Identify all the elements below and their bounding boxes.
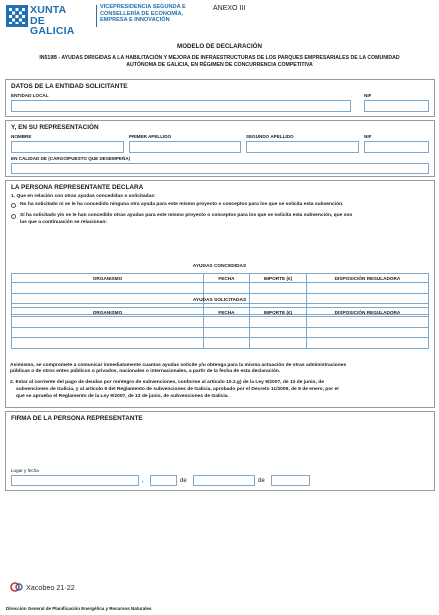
col-importe: IMPORTE (€) xyxy=(250,308,307,317)
table-row[interactable] xyxy=(12,283,429,294)
entidad-local-field[interactable] xyxy=(11,100,351,112)
table-row[interactable] xyxy=(12,338,429,349)
repr-nif-field[interactable] xyxy=(364,141,429,153)
xacobeo-text: Xacobeo 21·22 xyxy=(26,583,75,592)
xunta-logo-line2: DE GALICIA xyxy=(30,14,75,37)
declara-item-2-line-1: 2. Estar al corriente del pago de deudas por reintegro de subvenciones, conforme al artículo 10.2.g) de la Ley 9/2007, de 13 de junio, de xyxy=(10,380,324,385)
asimismo-text-1: Asimismo, se compromete a comunicar inmediatamente cuantas ayudas solicite y/u obtenga para la misma actuación de otras administraciones xyxy=(10,363,347,368)
col-fecha: FECHA xyxy=(204,308,250,317)
lugar-fecha-label: Lugar y fecha xyxy=(11,468,39,473)
col-disposicion: DISPOSICIÓN REGULADORA xyxy=(307,308,429,317)
nombre-field[interactable] xyxy=(11,141,124,153)
entidad-nif-label: NIF xyxy=(364,93,372,98)
dept-line-3: EMPRESA E INNOVACIÓN xyxy=(100,17,170,24)
firma-section xyxy=(5,411,435,491)
option-si-ayudas-text-2: las que a continuación se relacionan: xyxy=(20,220,107,225)
dept-line-1: VICEPRESIDENCIA SEGUNDA E xyxy=(100,4,186,10)
entidad-local-label: ENTIDAD LOCAL xyxy=(11,93,49,98)
header-divider xyxy=(96,5,97,27)
representacion-section-title: Y, EN SU REPRESENTACIÓN xyxy=(11,124,99,131)
ayudas-concedidas-title: AYUDAS CONCEDIDAS xyxy=(192,264,247,269)
xacobeo-swirl-icon xyxy=(10,581,24,593)
segundo-apellido-label: SEGUNDO APELLIDO xyxy=(246,134,294,139)
table-row[interactable] xyxy=(12,317,429,328)
declara-item-1: 1. Que en relación con otras ayudas concedidas o solicitadas: xyxy=(11,194,156,199)
xacobeo-logo xyxy=(10,581,88,593)
declara-item-2-line-2: subvenciones de Galicia, y al artículo 9 del Reglamento de subvenciones de Galicia, aprobado por el Decreto 11/2009, de 8 de enero, por el xyxy=(16,387,339,392)
primer-apellido-field[interactable] xyxy=(129,141,241,153)
declara-item-2-line-3: que se aprueba el Reglamento de la Ley 9/2007, de 13 de junio, de subvenciones de Galicia. xyxy=(16,394,229,399)
comma-separator: , xyxy=(142,478,144,484)
primer-apellido-label: PRIMER APELLIDO xyxy=(129,134,172,139)
col-disposicion: DISPOSICIÓN REGULADORA xyxy=(307,274,429,283)
de-separator-1: de xyxy=(180,478,187,484)
table-header-row xyxy=(12,308,429,317)
table-header-row xyxy=(12,274,429,283)
dept-line-2: CONSELLERÍA DE ECONOMÍA, xyxy=(100,10,184,17)
department-name xyxy=(100,4,212,24)
entidad-section-title: DATOS DE LA ENTIDAD SOLICITANTE xyxy=(11,83,128,90)
option-si-ayudas-text-1: Sí ha solicitado y/o se le han concedido otras ayudas para este mismo proyecto o conceptos para los que se solicita esta subvención, que son xyxy=(20,213,353,218)
col-organismo: ORGANISMO xyxy=(12,274,204,283)
calidad-label: EN CALIDAD DE (CARGO/PUESTO QUE DESEMPEÑA) xyxy=(11,156,131,161)
xunta-logo xyxy=(6,4,92,37)
declara-section-title: LA PERSONA REPRESENTANTE DECLARA xyxy=(11,184,144,191)
dia-field[interactable] xyxy=(150,475,177,486)
calidad-field[interactable] xyxy=(11,163,429,174)
ayudas-solicitadas-table xyxy=(11,307,429,349)
de-separator-2: de xyxy=(258,478,265,484)
firma-section-title: FIRMA DE LA PERSONA REPRESENTANTE xyxy=(11,415,143,422)
xunta-logo-line1: XUNTA xyxy=(30,4,67,16)
entidad-section xyxy=(5,79,435,117)
mes-field[interactable] xyxy=(193,475,255,486)
col-fecha: FECHA xyxy=(204,274,250,283)
xunta-wordmark xyxy=(30,5,92,37)
option-no-ayudas-text: No ha solicitado ni se le ha concedido ninguna otra ayuda para este mismo proyecto o conceptos para los que se solicita esta subvención. xyxy=(20,202,344,207)
asimismo-text-2: públicas o de otros entes públicos o privados, nacionales o internacionales, a partir de la fecha de esta declaración. xyxy=(10,369,281,374)
anio-field[interactable] xyxy=(271,475,310,486)
xunta-emblem-icon xyxy=(6,5,28,27)
footer-direccion: Dirección General de Planificación Energética y Recursos Naturales xyxy=(6,606,152,611)
nombre-label: NOMBRE xyxy=(11,134,32,139)
lugar-field[interactable] xyxy=(11,475,139,486)
representacion-section xyxy=(5,120,435,177)
entidad-nif-field[interactable] xyxy=(364,100,429,112)
document-title: MODELO DE DECLARACIÓN xyxy=(177,43,262,50)
option-no-ayudas-radio[interactable] xyxy=(11,203,16,208)
table-row[interactable] xyxy=(12,327,429,338)
segundo-apellido-field[interactable] xyxy=(246,141,359,153)
repr-nif-label: NIF xyxy=(364,134,372,139)
col-organismo: ORGANISMO xyxy=(12,308,204,317)
col-importe: IMPORTE (€) xyxy=(250,274,307,283)
option-si-ayudas-radio[interactable] xyxy=(11,214,16,219)
anexo-label: ANEXO III xyxy=(213,5,246,12)
document-subtitle: IN519B - AYUDAS DIRIGIDAS A LA HABILITACIÓN Y MEJORA DE INFRAESTRUCTURAS DE LOS PARQUES EMPRESARIALES DE LA COMUNIDAD AUTÓNOMA DE GALICIA, EN RÉGIMEN DE CONCURRENCIA COMPETITIVA xyxy=(39,55,400,69)
ayudas-solicitadas-title: AYUDAS SOLICITADAS xyxy=(192,298,247,303)
